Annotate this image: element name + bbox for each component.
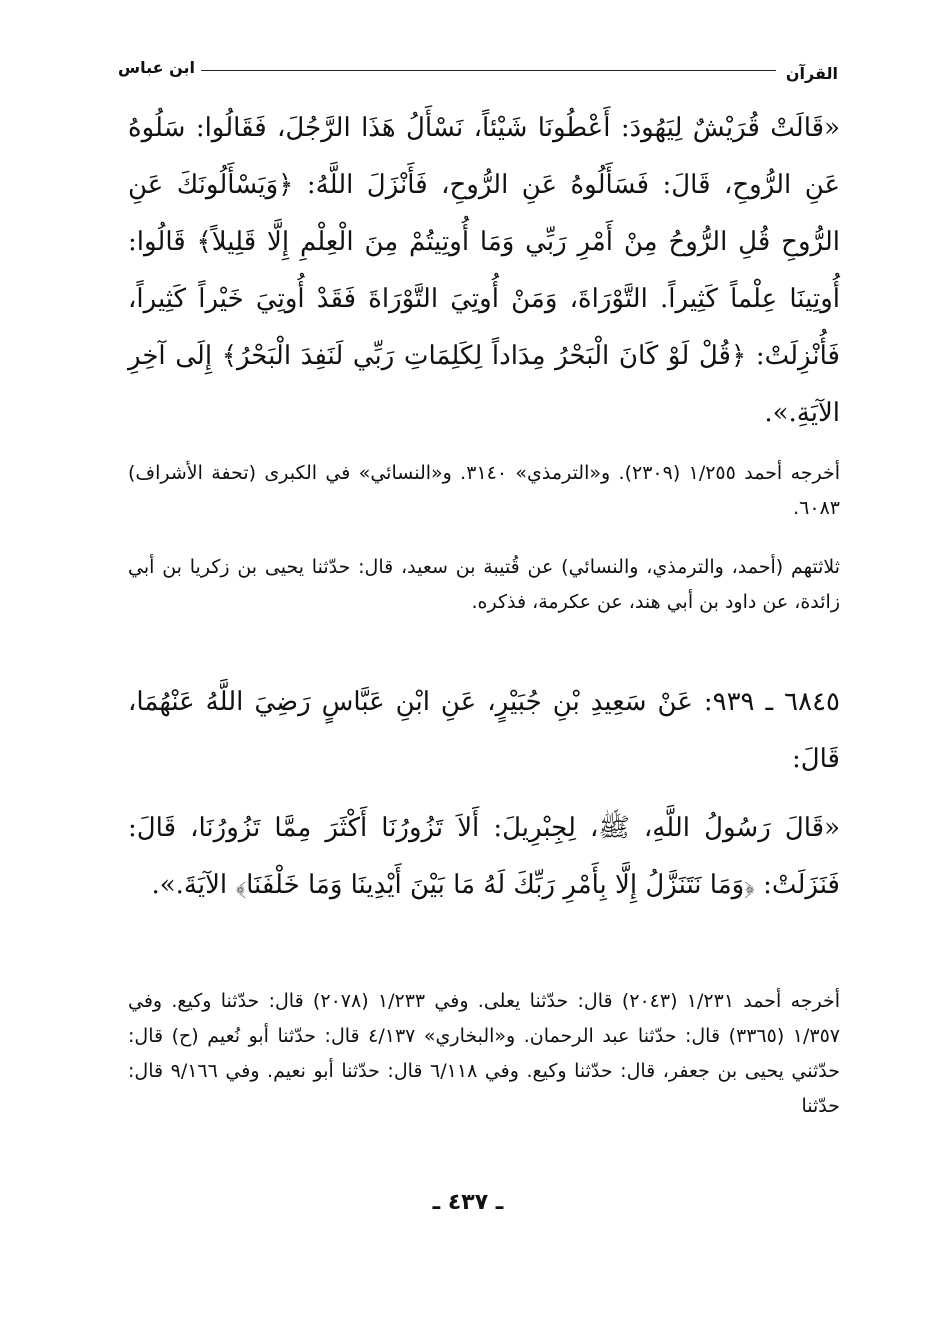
- hadith-1-text: «قَالَتْ قُرَيْشٌ لِيَهُودَ: أَعْطُونَا شَيْئاً، نَسْأَلُ هَذَا الرَّجُلَ، فَقَالُوا: سَلُوهُ عَنِ الرُّوحِ، قَالَ: فَسَأَلُوهُ عَنِ الرُّوحِ، فَأَنْزَلَ اللَّهُ: ﴿وَيَسْأَلُونَكَ عَنِ الرُّوحِ قُلِ الرُّوحُ مِنْ أَمْرِ رَبِّي وَمَا أُوتِيتُمْ مِنَ الْعِلْمِ إِلَّا قَلِيلاً﴾ قَالُوا: أُوتِينَا عِلْماً كَثِيراً. التَّوْرَاةَ، وَمَنْ أُوتِيَ التَّوْرَاةَ فَقَدْ أُوتِيَ خَيْراً كَثِيراً، فَأُنْزِلَتْ: ﴿قُلْ لَوْ كَانَ الْبَحْرُ مِدَاداً لِكَلِمَاتِ رَبِّي لَنَفِدَ الْبَحْرُ﴾ إِلَى آخِرِ الآيَةِ.».: [128, 113, 840, 428]
- hadith-1-isnad: ثلاثتهم (أحمد، والترمذي، والنسائي) عن قُتيبة بن سعيد، قال: حدّثنا يحيى بن زكريا بن أبي زائدة، عن داود بن أبي هند، عن عكرمة، فذكره.: [128, 556, 840, 613]
- header-chapter-title: ابن عباس: [118, 58, 201, 77]
- hadith-2-takhrij: أخرجه أحمد ١/٢٣١ (٢٠٤٣) قال: حدّثنا يعلى. وفي ١/٢٣٣ (٢٠٧٨) قال: حدّثنا وكيع. وفي ١/٣٥٧ (٣٣٦٥) قال: حدّثنا عبد الرحمان. و«البخاري» ٤/١٣٧ قال: حدّثنا أبو نُعيم (ح) قال: حدّثني يحيى بن جعفر، قال: حدّثنا وكيع. وفي ٦/١١٨ قال: حدّثنا أبو نعيم. وفي ٩/١٦٦ قال: حدّثنا: [128, 990, 841, 1117]
- running-header: [118, 58, 838, 90]
- page-number: ـ ٤٣٧ ـ: [432, 1190, 504, 1215]
- header-book-title: القرآن: [780, 64, 838, 83]
- hadith-2-text: «قَالَ رَسُولُ اللَّهِ، ﷺ، لِجِبْرِيلَ: أَلاَ تَزُورُنَا أَكْثَرَ مِمَّا تَزُورُنَا، قَالَ: فَنَزَلَتْ: ﴿وَمَا نَتَنَزَّلُ إِلَّا بِأَمْرِ رَبِّكَ لَهُ مَا بَيْنَ أَيْدِينَا وَمَا خَلْفَنَا﴾ الآيَةَ.».: [128, 813, 840, 900]
- hadith-2-heading: ٦٨٤٥ ـ ٩٣٩: عَنْ سَعِيدِ بْنِ جُبَيْرٍ، عَنِ ابْنِ عَبَّاسٍ رَضِيَ اللَّهُ عَنْهُمَا، قَالَ:: [128, 687, 840, 774]
- hadith-1-takhrij: أخرجه أحمد ١/٢٥٥ (٢٣٠٩). و«الترمذي» ٣١٤٠. و«النسائي» في الكبرى (تحفة الأشراف) ٦٠٨٣.: [128, 462, 841, 519]
- header-rule: [198, 70, 776, 71]
